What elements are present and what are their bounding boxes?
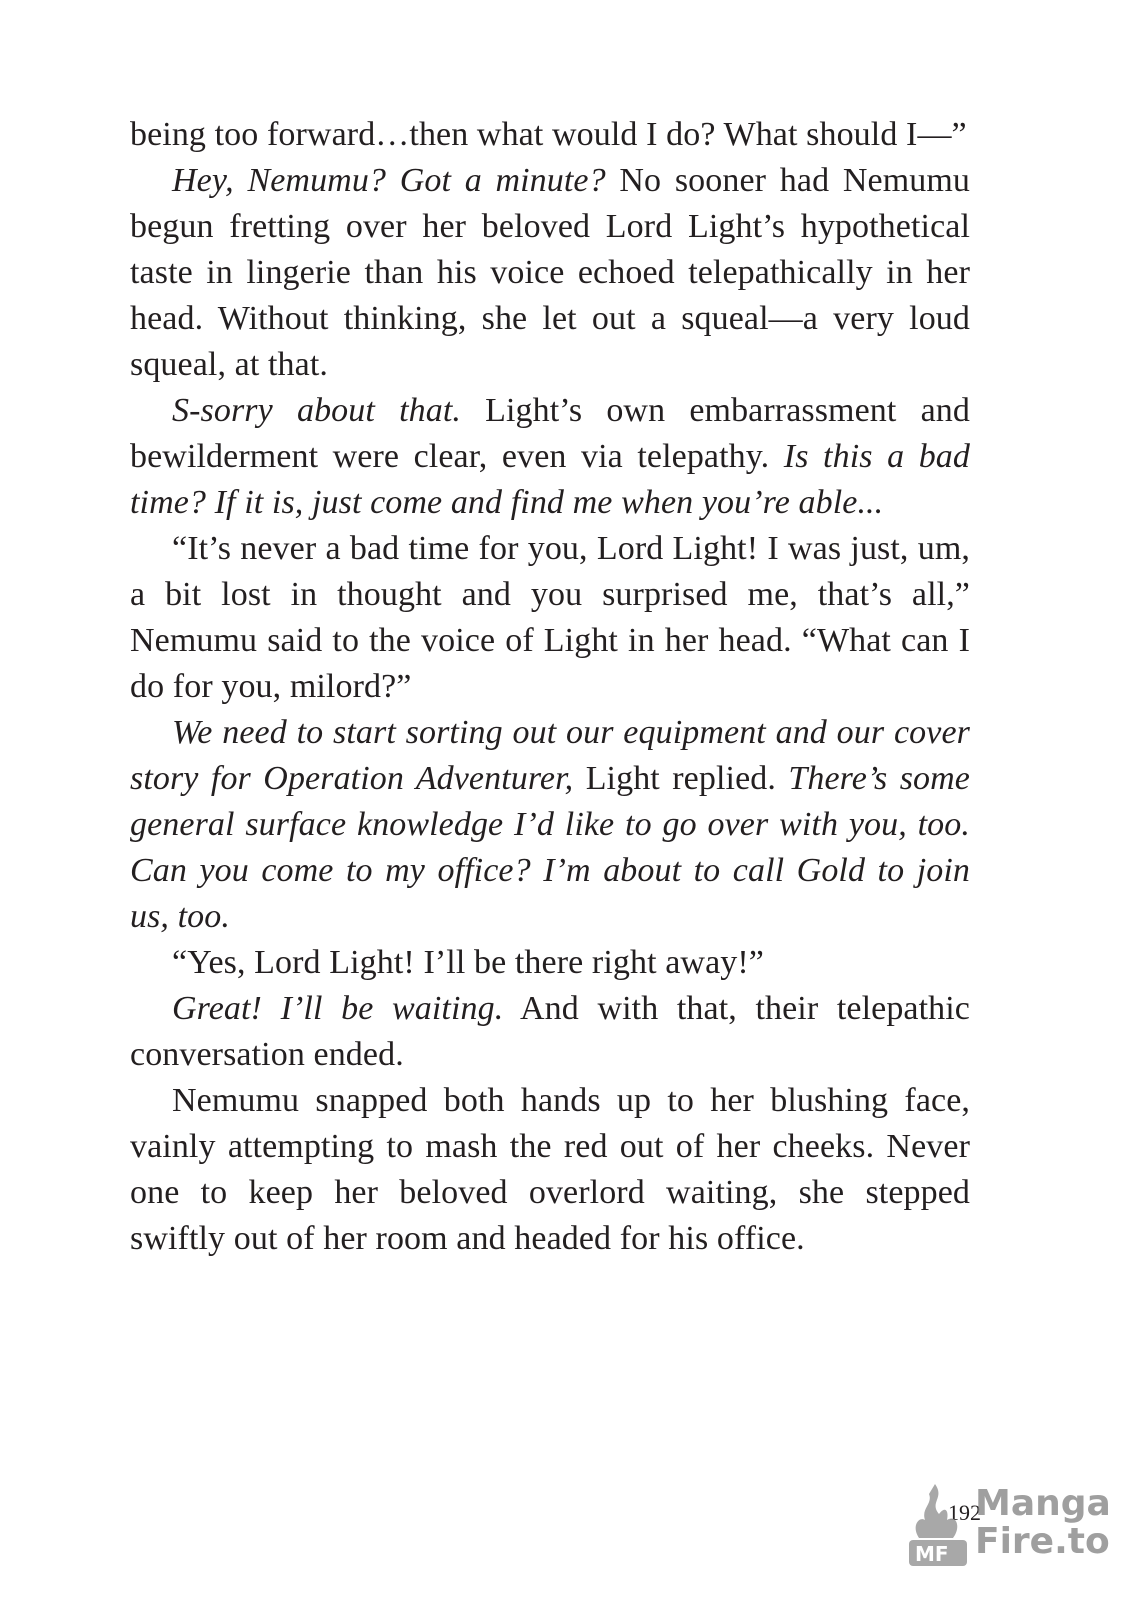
watermark-logo	[905, 1480, 1110, 1570]
page-body	[130, 112, 970, 1262]
text-segment: being too forward…then what would I do? What should I—”	[130, 116, 967, 153]
paragraph	[130, 940, 970, 986]
paragraph	[130, 710, 970, 940]
svg-text:MF: MF	[915, 1542, 949, 1566]
text-segment: Light replied.	[573, 760, 789, 797]
italic-text: Hey, Nemumu? Got a minute?	[172, 162, 606, 199]
text-segment: Light’s own embarrassment and bewilderment were clear, even via telepathy.	[130, 392, 970, 475]
watermark-line-2: Fire.to	[975, 1521, 1110, 1562]
paragraph	[130, 158, 970, 388]
italic-text: There’s some general surface knowledge I’d like to go over with you, too. Can you come to my office? I’m about to call Gold to join us, too.	[130, 760, 970, 935]
paragraph	[130, 112, 970, 158]
italic-text: Is this a bad time? If it is, just come and find me when you’re able...	[130, 438, 970, 521]
text-segment: “It’s never a bad time for you, Lord Light! I was just, um, a bit lost in thought and you surprised me, that’s all,” Nemumu said to the voice of Light in her head. “What can I do for you, milord?”	[130, 530, 970, 705]
flame-logo-icon	[905, 1480, 971, 1570]
page-number: 192	[948, 1500, 981, 1525]
text-segment: And with that, their telepathic conversation ended.	[130, 990, 970, 1073]
paragraph	[130, 986, 970, 1078]
italic-text: Great! I’ll be waiting.	[172, 990, 504, 1027]
text-segment: “Yes, Lord Light! I’ll be there right away!”	[172, 944, 764, 981]
paragraph	[130, 388, 970, 526]
watermark-line-1: Manga	[975, 1483, 1111, 1524]
italic-text: We need to start sorting out our equipment and our cover story for Operation Adventurer,	[130, 714, 970, 797]
text-segment: Nemumu snapped both hands up to her blushing face, vainly attempting to mash the red out of her cheeks. Never one to keep her beloved overlord waiting, she stepped swiftly out of her room and headed for his office.	[130, 1082, 970, 1257]
text-segment: No sooner had Nemumu begun fretting over her beloved Lord Light’s hypothetical taste in lingerie than his voice echoed telepathically in her head. Without thinking, she let out a squeal—a very loud squeal, at that.	[130, 162, 970, 383]
italic-text: S-sorry about that.	[172, 392, 461, 429]
paragraph	[130, 526, 970, 710]
paragraph	[130, 1078, 970, 1262]
